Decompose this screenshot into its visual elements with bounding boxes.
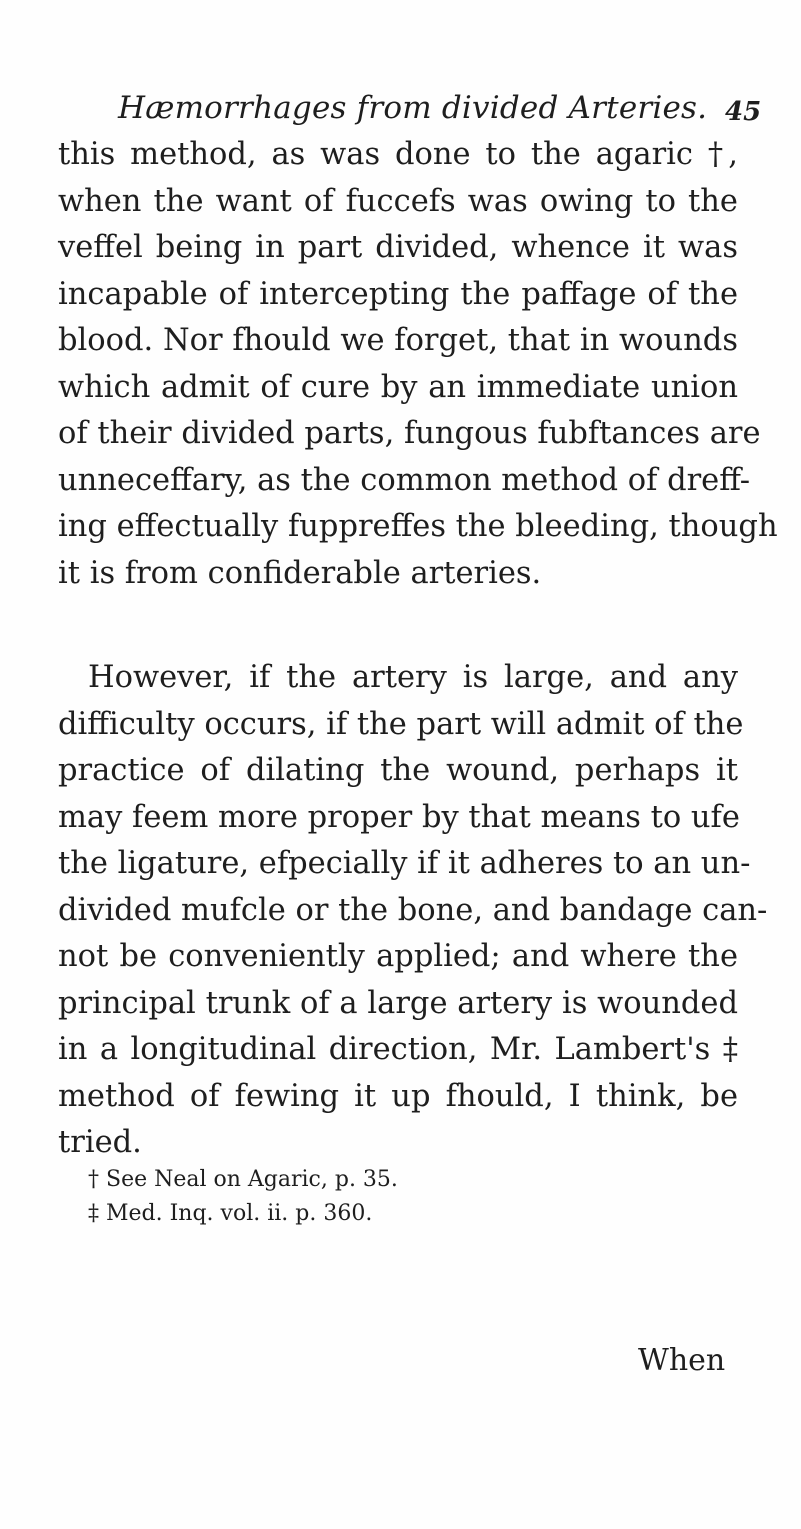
text-line: this method, as was done to the agaric †, <box>58 137 738 172</box>
text-line: ing effectually fuppreffes the bleeding, though <box>58 509 778 544</box>
text-line: which admit of cure by an immediate union <box>58 369 738 405</box>
text-line: method of fewing it up fhould, I think, be <box>58 1078 738 1114</box>
running-head: Hæmorrhages from divided Arteries. <box>118 90 708 126</box>
text-line: divided mufcle or the bone, and bandage can- <box>58 892 768 928</box>
text-line: when the want of fuccefs was owing to the <box>58 183 738 219</box>
catchword: When <box>638 1343 726 1378</box>
footnote-dagger: † See Neal on Agaric, p. 35. <box>88 1167 398 1192</box>
text-line: of their divided parts, fungous fubftances are <box>58 416 761 451</box>
page-number: 45 <box>725 97 762 127</box>
text-line: it is from confiderable arteries. <box>58 555 542 591</box>
text-line: unneceffary, as the common method of dreff- <box>58 462 751 498</box>
text-line: difficulty occurs, if the part will admit of the <box>58 706 744 742</box>
footnote-double-dagger: ‡ Med. Inq. vol. ii. p. 360. <box>88 1201 373 1226</box>
paragraph-1 <box>58 132 778 597</box>
text-line: not be conveniently applied; and where the <box>58 939 738 974</box>
footnotes <box>88 1163 398 1231</box>
text-line: blood. Nor fhould we forget, that in wounds <box>58 323 738 358</box>
paragraph-2 <box>58 655 768 1167</box>
text-line: the ligature, efpecially if it adheres to an un- <box>58 846 751 881</box>
text-line: veffel being in part divided, whence it was <box>58 230 738 265</box>
text-line: in a longitudinal direction, Mr. Lambert's ‡ <box>58 1032 738 1067</box>
text-line: may feem more proper by that means to ufe <box>58 799 740 835</box>
text-line: However, if the artery is large, and any <box>88 660 738 695</box>
text-line: principal trunk of a large artery is wounded <box>58 985 738 1021</box>
text-line: practice of dilating the wound, perhaps it <box>58 753 738 788</box>
text-line: incapable of intercepting the paffage of the <box>58 276 738 312</box>
text-line: tried. <box>58 1125 142 1160</box>
